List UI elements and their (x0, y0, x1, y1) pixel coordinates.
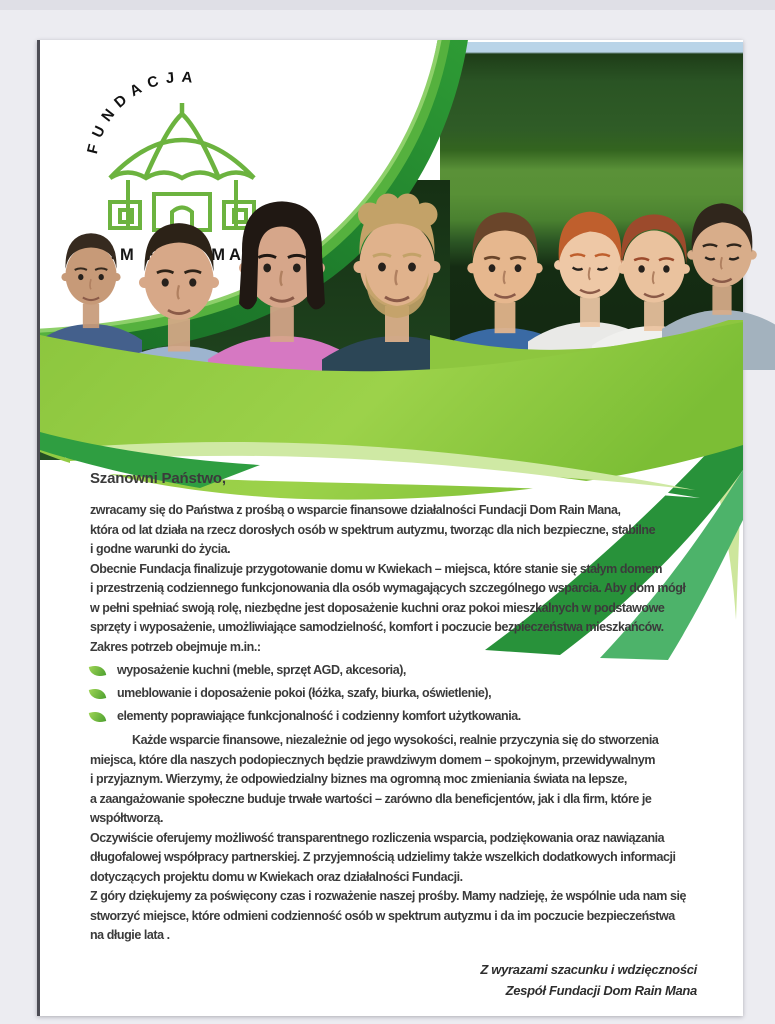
body-line: zwracamy się do Państwa z prośbą o wsparcie finansowe działalności Fundacji Dom Rain Mana, (90, 503, 621, 517)
body-line: Obecnie Fundacja finalizuje przygotowanie domu w Kwiekach – miejsca, które stanie się stałym domem (90, 561, 663, 576)
letter-body (40, 460, 743, 1001)
bullet-text: wyposażenie kuchni (meble, sprzęt AGD, akcesoria), (117, 662, 406, 677)
list-item (90, 705, 697, 728)
bullet-text: elementy poprawiające funkcjonalność i codzienny komfort użytkowania. (117, 708, 521, 723)
logo-arc-text: FUNDACJA (84, 68, 201, 156)
leaf-bullet-icon (89, 709, 106, 724)
body-line: i godne warunki do życia. (90, 542, 231, 556)
body-line: długofalowej współpracy partnerskiej. Z przyjemnością udzielimy także wszelkich dodatkowych informacji (90, 850, 676, 864)
body-line: i przestrzenią codziennego funkcjonowania dla osób wymagających szczególnego wsparcia. Aby dom mógł (90, 581, 686, 595)
body-line: Oczywiście oferujemy możliwość transparentnego rozliczenia wsparcia, podziękowania oraz nawiązania (90, 830, 665, 845)
signature-line: Z wyrazami szacunku i wdzięczności (480, 961, 697, 977)
scan-top-strip (0, 0, 775, 10)
paragraph-2 (90, 731, 697, 946)
signature-block (90, 959, 697, 1001)
letter-page (37, 40, 743, 1016)
paragraph-1 (90, 501, 697, 657)
greeting: Szanowni Państwo, (90, 470, 226, 487)
body-line: współtworzą. (90, 811, 164, 825)
leaf-bullet-icon (89, 686, 106, 701)
body-line: miejsca, które dla naszych podopiecznych będzie prawdziwym domem – spokojnym, przewidywalnym (90, 752, 656, 767)
body-line: która od lat działa na rzecz dorosłych osób w spektrum autyzmu, tworząc dla nich bezpieczne, stabilne (90, 522, 656, 537)
body-line: a zaangażowanie społeczne buduje trwałe wartości – zarówno dla beneficjentów, jak i dla firm, które je (90, 791, 652, 806)
signature-line: Zespół Fundacji Dom Rain Mana (505, 982, 697, 998)
body-line: na długie lata . (90, 928, 170, 942)
body-line: dotyczących projektu domu w Kwiekach oraz działalności Fundacji. (90, 869, 463, 884)
needs-list (90, 659, 697, 728)
body-line: Każde wsparcie finansowe, niezależnie od jego wysokości, realnie przyczynia się do stworzenia (132, 733, 659, 747)
body-line: w pełni spełniać swoją rolę, niezbędne jest doposażenie kuchni oraz pokoi mieszkalnych w podstawowe (90, 600, 665, 615)
body-line: Zakres potrzeb obejmuje m.in.: (90, 639, 261, 654)
body-line: stworzyć miejsce, które odmieni codzienność osób w spektrum autyzmu i da im poczucie bezpieczeństwa (90, 908, 675, 923)
body-line: sprzęty i wyposażenie, umożliwiające samodzielność, komfort i poczucie bezpieczeństwa mieszkańców. (90, 620, 664, 634)
body-line: i przyjaznym. Wierzymy, że odpowiedzialny biznes ma ogromną moc zmieniania świata na lepsze, (90, 772, 627, 786)
leaf-bullet-icon (89, 663, 106, 678)
bullet-text: umeblowanie i doposażenie pokoi (łóżka, szafy, biurka, oświetlenie), (117, 685, 492, 700)
body-line: Z góry dziękujemy za poświęcony czas i rozważenie naszej prośby. Mamy nadzieję, że wspólnie uda nam się (90, 889, 686, 903)
list-item (90, 682, 697, 705)
list-item (90, 659, 697, 682)
